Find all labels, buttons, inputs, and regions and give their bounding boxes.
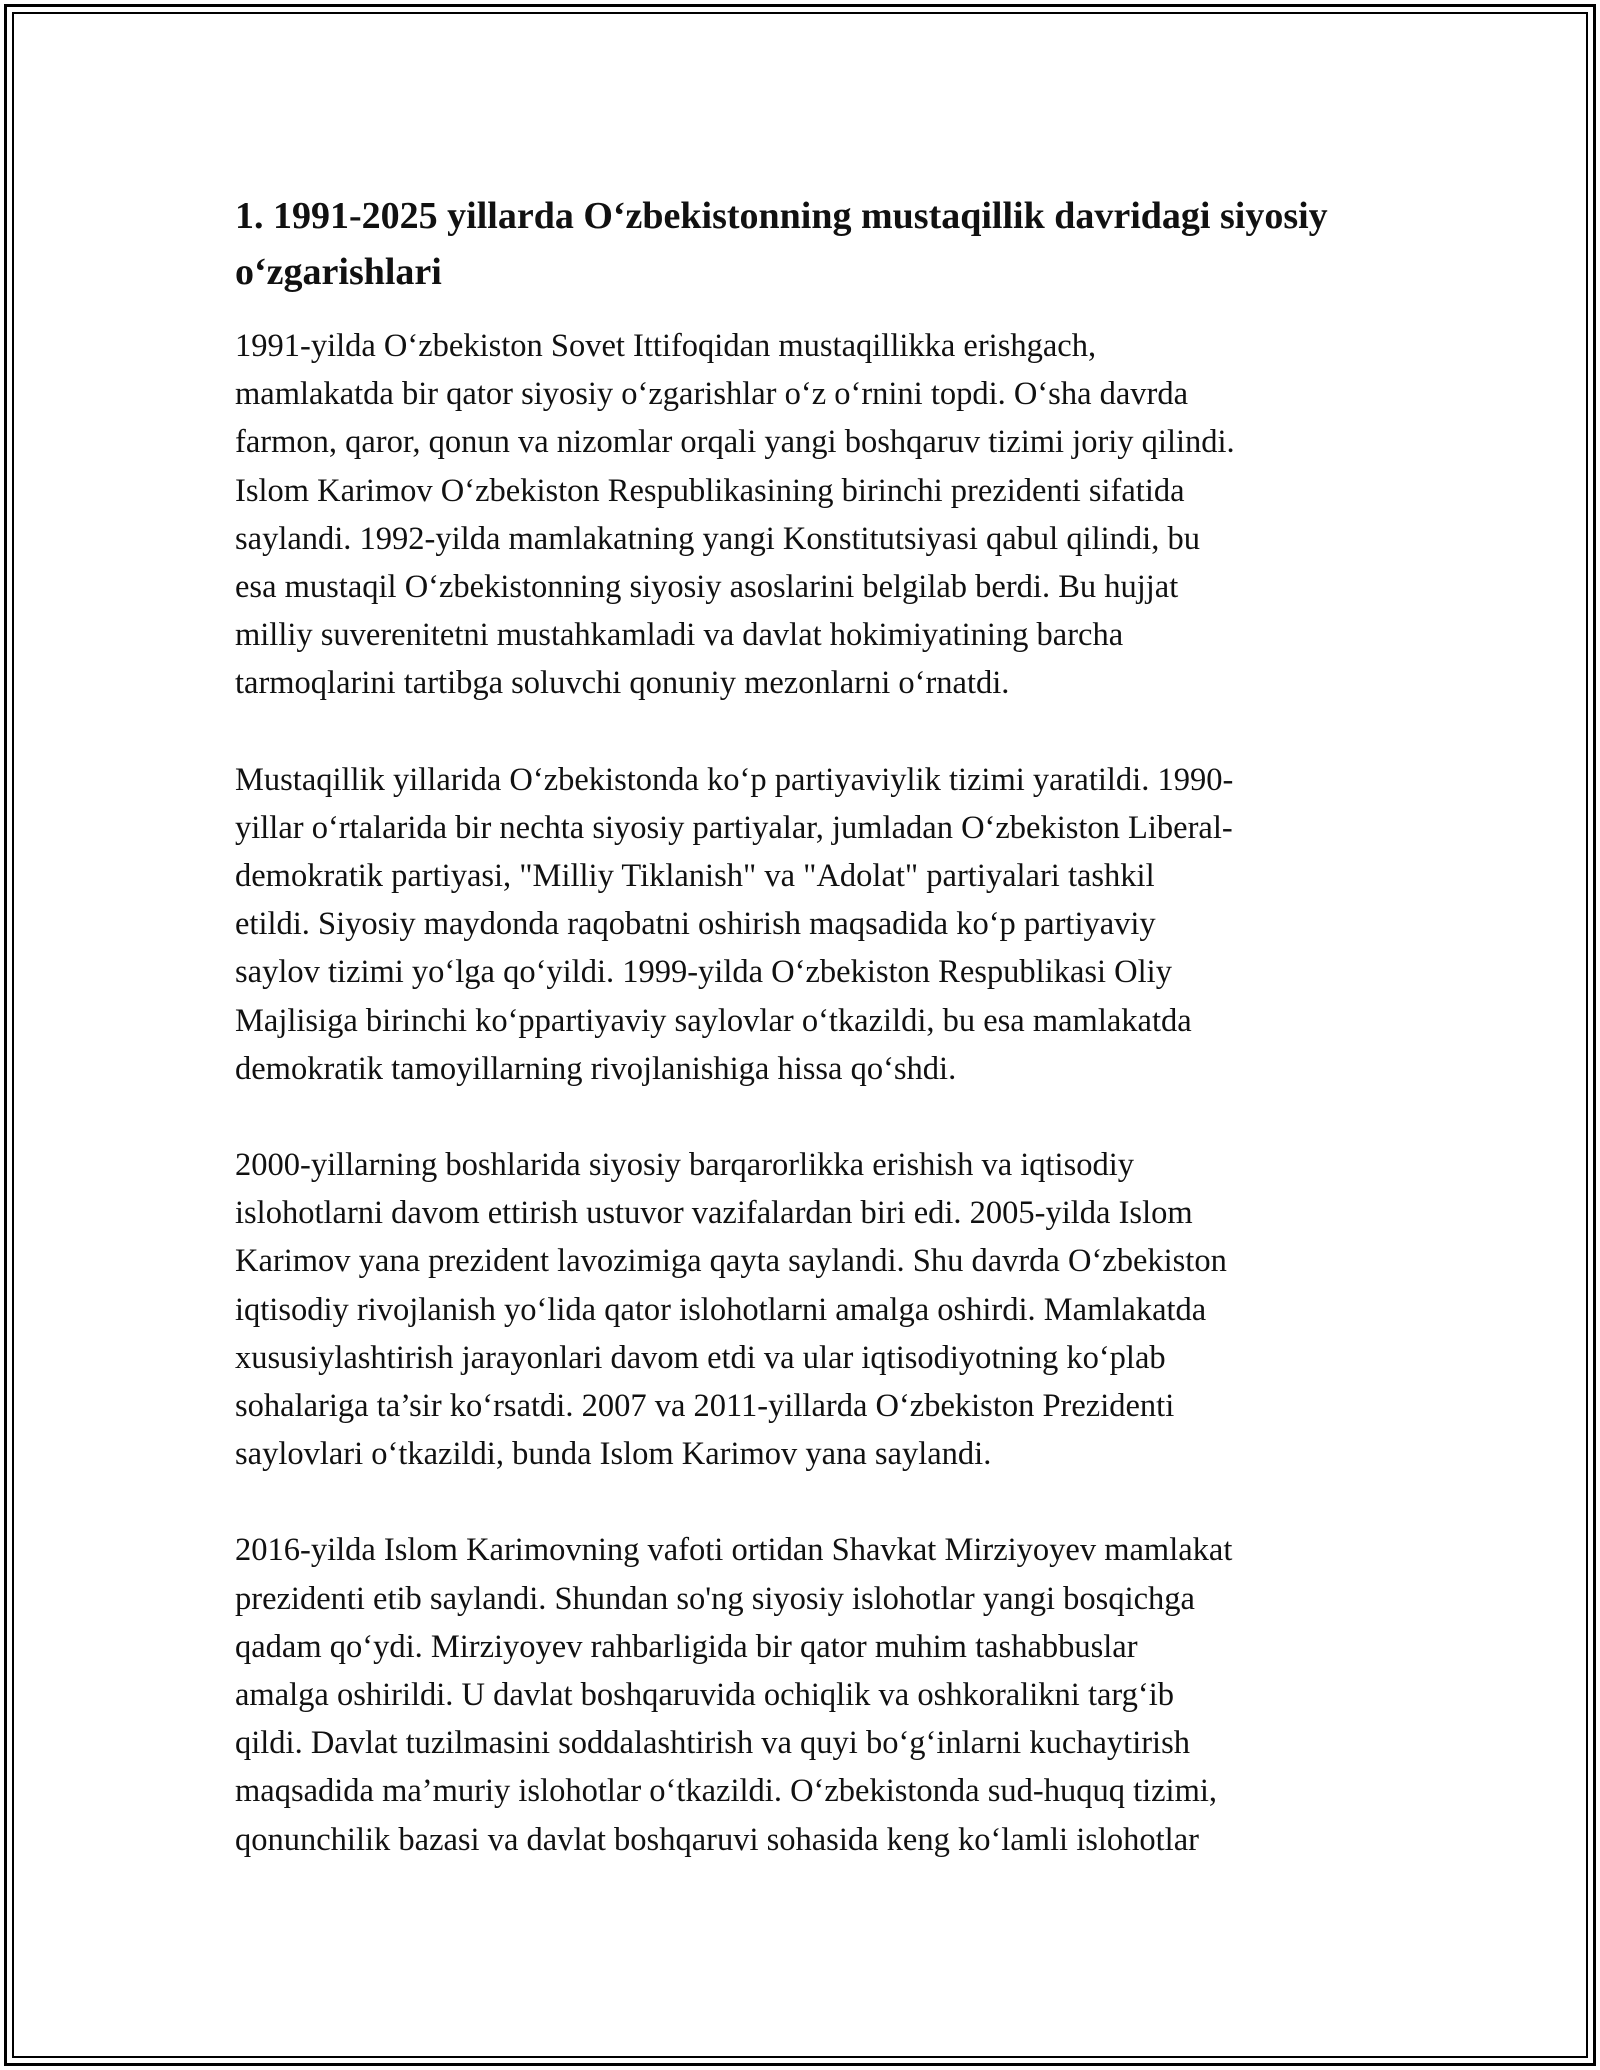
paragraph-1: 1991-yilda O‘zbekiston Sovet Ittifoqidan mustaqillikka erishgach, mamlakatda bir qator siyosiy o‘zgarishlar o‘z o‘rnini topdi. O‘sha davrda farmon, qaror, qonun va nizomlar orqali yangi boshqaruv tizimi joriy qilindi. Islom Karimov O‘zbekiston Respublikasining birinchi prezidenti sifatida saylandi. 1992-yilda mamlakatning yangi Konstitutsiyasi qabul qilindi, bu esa mustaqil O‘zbekistonning siyosiy asoslarini belgilab berdi. Bu hujjat milliy suverenitetni mustahkamladi va davlat hokimiyatining barcha tarmoqlarini tartibga soluvchi qonuniy mezonlarni o‘rnatdi. — [235, 328, 1235, 702]
paragraph-spacer — [235, 1093, 1375, 1141]
paragraph-spacer — [235, 1478, 1375, 1526]
paragraph-3: 2000-yillarning boshlarida siyosiy barqarorlikka erishish va iqtisodiy islohotlarni davom ettirish ustuvor vazifalardan biri edi. 2005-yilda Islom Karimov yana prezident lavozimiga qayta saylandi. Shu davrda O‘zbekiston iqtisodiy rivojlanish yo‘lida qator islohotlarni amalga oshirdi. Mamlakatda xususiylashtirish jarayonlari davom etdi va ular iqtisodiyotning ko‘plab sohalariga ta’sir ko‘rsatdi. 2007 va 2011-yillarda O‘zbekiston Prezidenti saylovlari o‘tkazildi, bunda Islom Karimov yana saylandi. — [235, 1147, 1227, 1473]
paragraph-4: 2016-yilda Islom Karimovning vafoti ortidan Shavkat Mirziyoyev mamlakat prezidenti etib saylandi. Shundan so'ng siyosiy islohotlar yangi bosqichga qadam qo‘ydi. Mirziyoyev rahbarligida bir qator muhim tashabbuslar amalga oshirildi. U davlat boshqaruvida ochiqlik va oshkoralikni targ‘ib qildi. Davlat tuzilmasini soddalashtirish va quyi bo‘g‘inlarni kuchaytirish maqsadida ma’muriy islohotlar o‘tkazildi. O‘zbekistonda sud-huquq tizimi, qonunchilik bazasi va davlat boshqaruvi sohasida keng ko‘lamli islohotlar — [235, 1532, 1233, 1858]
section-heading: 1. 1991-2025 yillarda O‘zbekistonning mustaqillik davridagi siyosiy o‘zgarishlari — [235, 195, 1328, 293]
document-body — [235, 188, 1375, 1864]
paragraph-spacer — [235, 708, 1375, 756]
paragraph-2: Mustaqillik yillarida O‘zbekistonda ko‘p partiyaviylik tizimi yaratildi. 1990- yillar o‘rtalarida bir nechta siyosiy partiyalar, jumladan O‘zbekiston Liberal- demokratik partiyasi, "Milliy Tiklanish" va "Adolat" partiyalari tashkil etildi. Siyosiy maydonda raqobatni oshirish maqsadida ko‘p partiyaviy saylov tizimi yo‘lga qo‘yildi. 1999-yilda O‘zbekiston Respublikasi Oliy Majlisiga birinchi ko‘ppartiyaviy saylovlar o‘tkazildi, bu esa mamlakatda demokratik tamoyillarning rivojlanishiga hissa qo‘shdi. — [235, 761, 1234, 1087]
